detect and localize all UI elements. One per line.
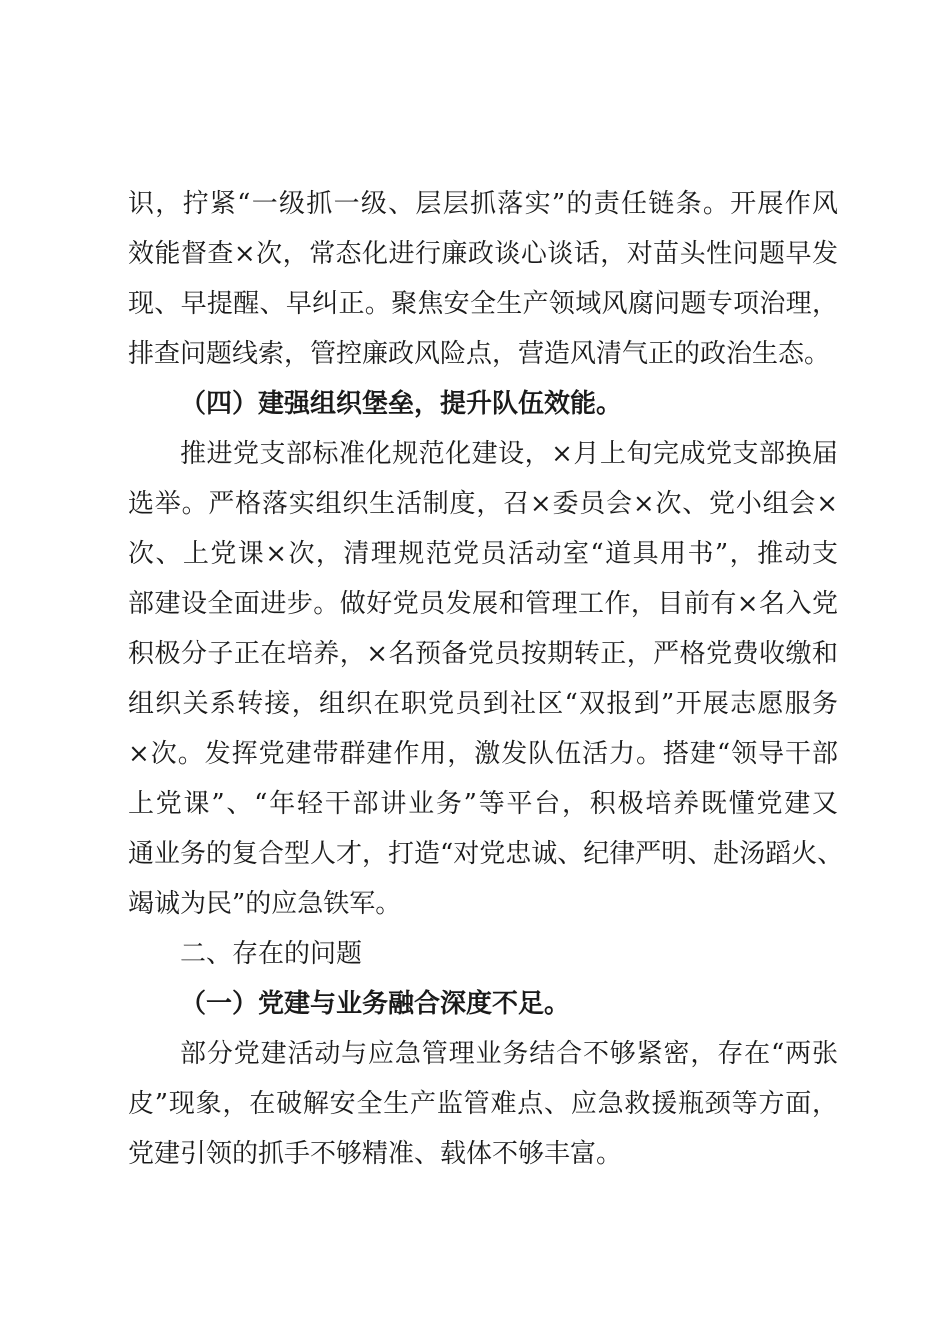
paragraph-line: 识，拧紧“一级抓一级、层层抓落实”的责任链条。开展作风 [128,189,838,219]
paragraph-line: 选举。严格落实组织生活制度，召×委员会×次、党小组会× [128,489,838,519]
paragraph-line: 党建引领的抓手不够精准、载体不够丰富。 [128,1139,623,1169]
paragraph-line: ×次。发挥党建带群建作用，激发队伍活力。搭建“领导干部 [128,739,838,769]
paragraph-line: 次、上党课×次，清理规范党员活动室“道具用书”，推动支 [128,539,838,569]
paragraph-line: 组织关系转接，组织在职党员到社区“双报到”开展志愿服务 [128,689,838,719]
section-heading: （四）建强组织堡垒，提升队伍效能。 [180,389,623,419]
paragraph-line: 推进党支部标准化规范化建设，×月上旬完成党支部换届 [180,439,838,469]
paragraph-line: 排查问题线索，管控廉政风险点，营造风清气正的政治生态。 [128,339,831,369]
paragraph-line: 部分党建活动与应急管理业务结合不够紧密，存在“两张 [180,1039,838,1069]
paragraph-line: 上党课”、“年轻干部讲业务”等平台，积极培养既懂党建又 [128,789,838,819]
paragraph-line: 通业务的复合型人才，打造“对党忠诚、纪律严明、赴汤蹈火、 [128,839,844,869]
paragraph-line: 皮”现象，在破解安全生产监管难点、应急救援瓶颈等方面， [128,1089,838,1119]
chapter-heading: 二、存在的问题 [180,939,363,969]
paragraph-line: 效能督查×次，常态化进行廉政谈心谈话，对苗头性问题早发 [128,239,838,269]
paragraph-line: 积极分子正在培养，×名预备党员按期转正，严格党费收缴和 [128,639,838,669]
paragraph-line: 竭诚为民”的应急铁军。 [128,889,402,919]
paragraph-line: 现、早提醒、早纠正。聚焦安全生产领域风腐问题专项治理， [128,289,838,319]
paragraph-line: 部建设全面进步。做好党员发展和管理工作，目前有×名入党 [128,589,838,619]
section-heading: （一）党建与业务融合深度不足。 [180,989,571,1019]
